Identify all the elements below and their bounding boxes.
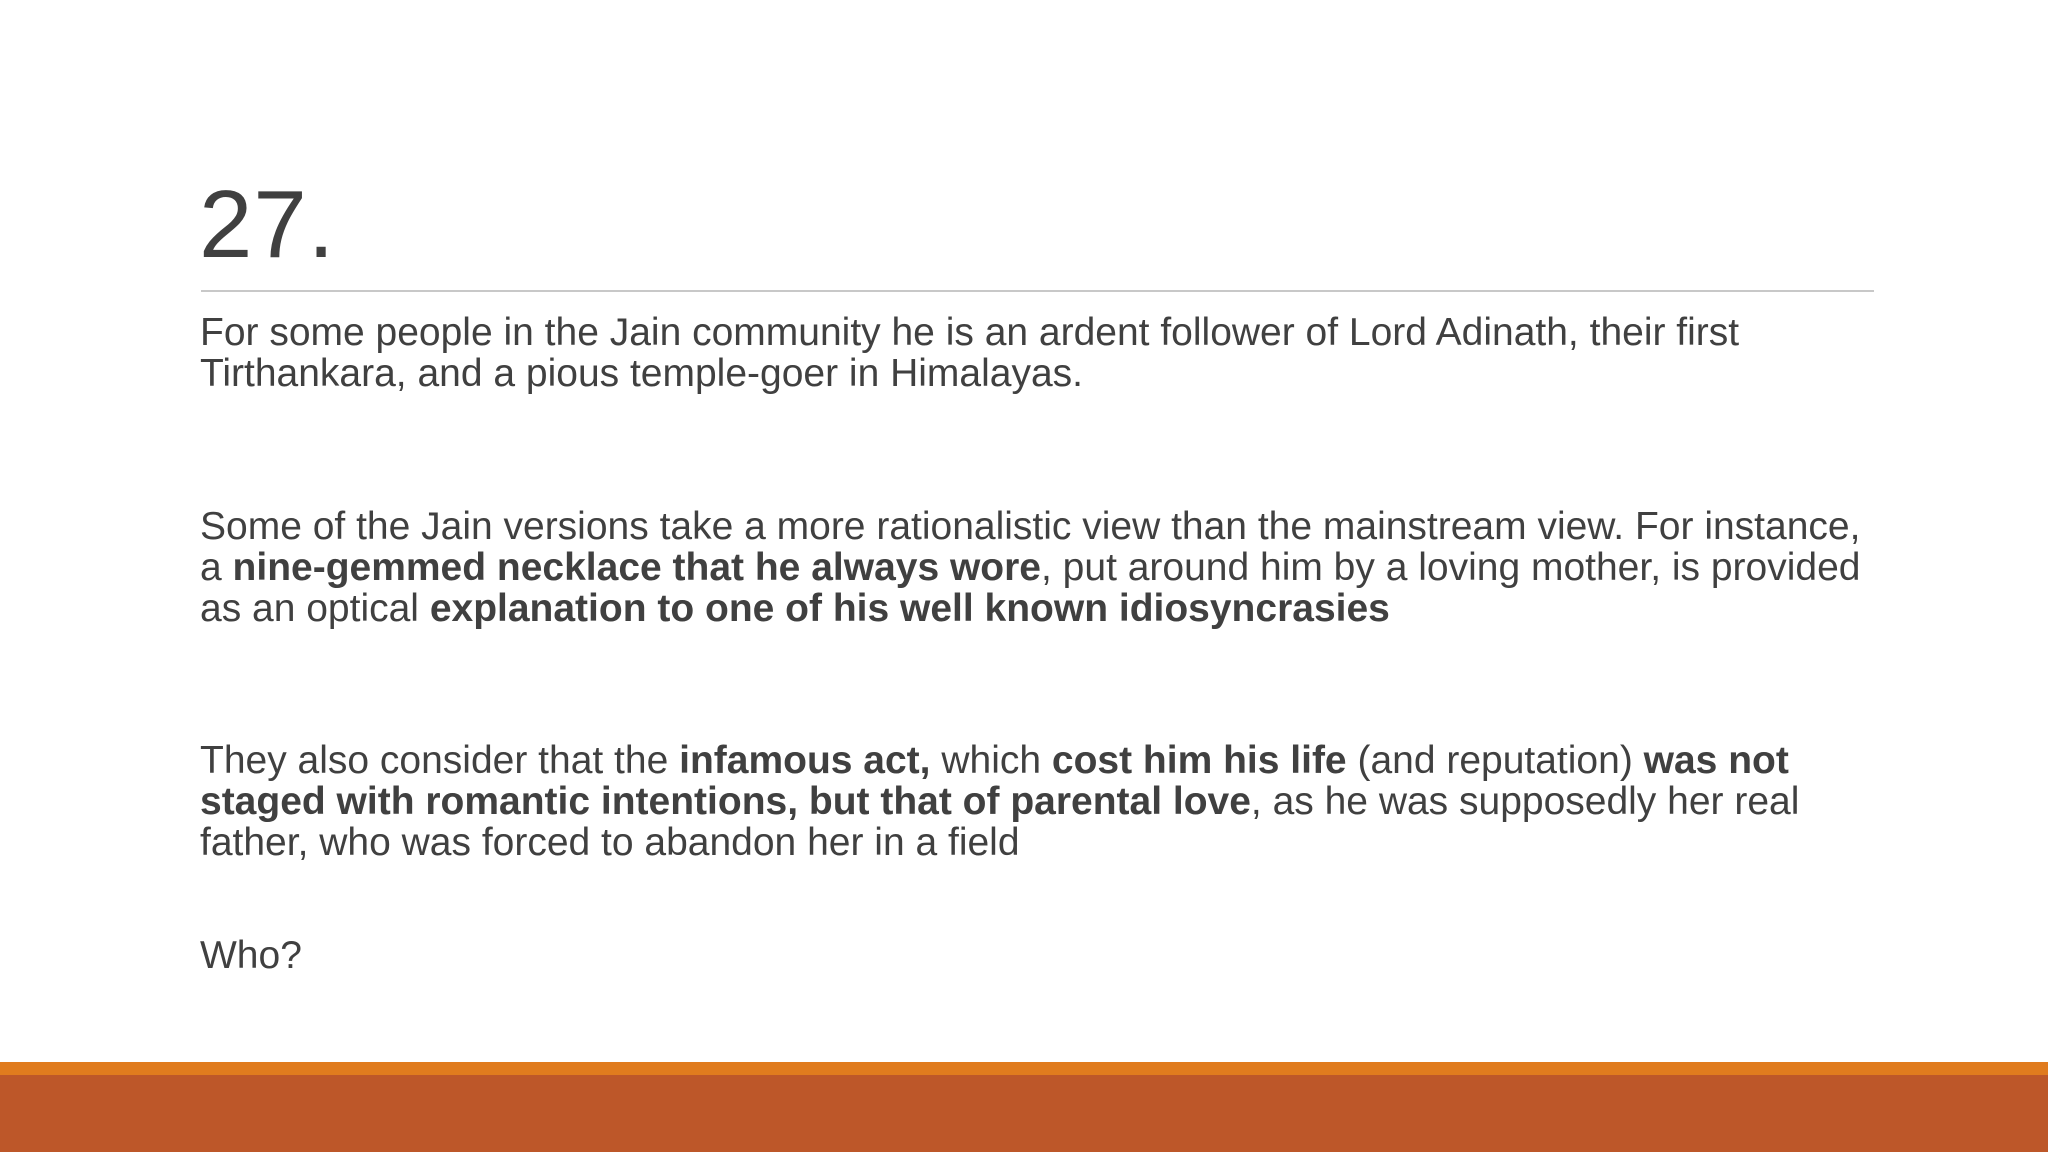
title-divider [201, 290, 1874, 292]
bold-necklace-phrase: nine-gemmed necklace that he always wore [232, 546, 1042, 589]
paragraph-text: Some of the Jain versions take a more rationalistic view than the mainstream view. For instance, a [200, 505, 1861, 589]
footer-band [0, 1075, 2048, 1152]
paragraph-infamous-act [200, 740, 1890, 863]
bold-explanation-phrase: explanation to one of his well known idiosyncrasies [429, 587, 1390, 630]
question-text: Who? [200, 934, 302, 977]
paragraph-jain-follower [200, 312, 1890, 394]
paragraph-question [200, 935, 1890, 976]
paragraph-text: which [930, 739, 1052, 782]
bold-cost-life: cost him his life [1051, 739, 1347, 782]
footer-accent-line [0, 1062, 2048, 1075]
paragraph-rationalistic-view [200, 506, 1890, 629]
paragraph-text: (and reputation) [1346, 739, 1644, 782]
paragraph-text: , put around him by a loving mother, is provided as an optical [200, 546, 1861, 630]
paragraph-text: , as he was supposedly her real father, who was forced to abandon her in a field [200, 780, 1800, 864]
paragraph-text: For some people in the Jain community he is an ardent follower of Lord Adinath, their first Tirthankara, and a pious temple-goer in Himalayas. [200, 311, 1740, 395]
bold-parental-love: was not staged with romantic intentions, but that of parental love [200, 739, 1789, 823]
slide-body [200, 312, 1890, 976]
paragraph-text: They also consider that the [200, 739, 680, 782]
bold-infamous-act: infamous act, [679, 739, 931, 782]
slide-title: 27. [199, 171, 336, 278]
